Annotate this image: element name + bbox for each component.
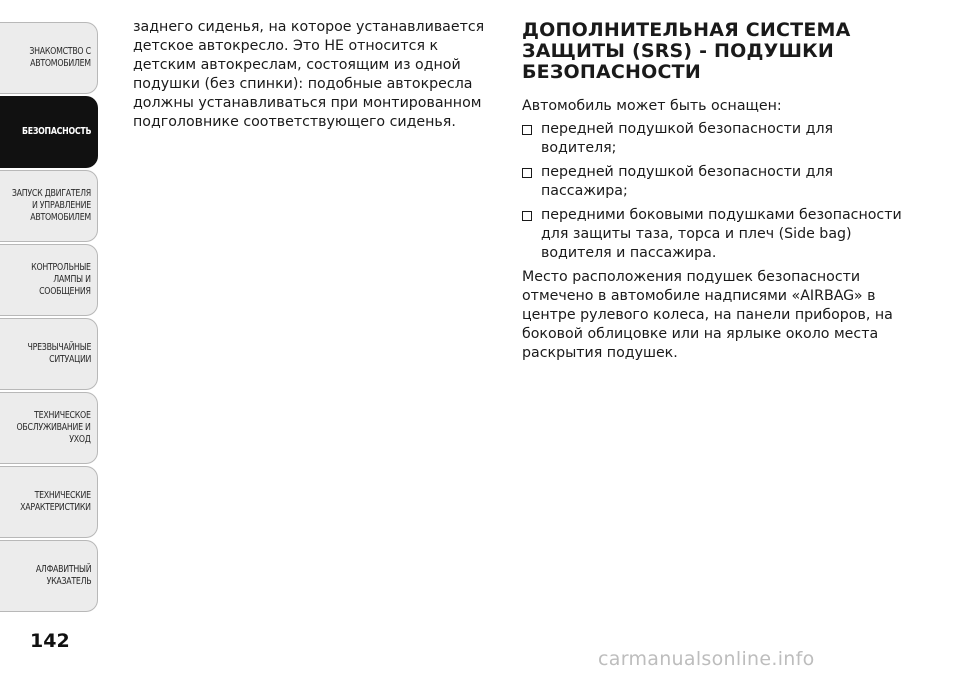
tab-maintenance[interactable] <box>0 392 98 464</box>
chapter-sidebar <box>0 22 102 614</box>
tab-label: БЕЗОПАСНОСТЬ <box>21 126 91 137</box>
section-heading: ДОПОЛНИТЕЛЬНАЯ СИСТЕМА ЗАЩИТЫ (SRS) - ПОДУШКИ БЕЗОПАСНОСТИ <box>522 19 851 83</box>
tab-emergencies[interactable] <box>0 318 98 390</box>
tab-warning-lights[interactable] <box>0 244 98 316</box>
list-item <box>522 163 912 201</box>
page-number: 142 <box>30 630 70 652</box>
list-item <box>522 206 912 263</box>
list-item-text: передней подушкой безопасности для водителя; <box>541 121 834 156</box>
tab-label: АЛФАВИТНЫЙ УКАЗАТЕЛЬ <box>35 564 91 587</box>
tab-label: ТЕХНИЧЕСКОЕ ОБСЛУЖИВАНИЕ И УХОД <box>16 410 91 445</box>
body-paragraph: заднего сиденья, на которое устанавливается детское автокресло. Это НЕ относится к детским автокреслам, состоящим из одной подушки (без спинки): подобные автокресла должны устанавливаться при монтированном подголовнике соответствующего сиденья. <box>133 19 485 130</box>
watermark-text: carmanualsonline.info <box>598 648 815 670</box>
checkbox-bullet-icon <box>522 125 532 135</box>
list-item-text: передней подушкой безопасности для пассажира; <box>541 164 834 199</box>
tab-index[interactable] <box>0 540 98 612</box>
tab-label: ЗАПУСК ДВИГАТЕЛЯ И УПРАВЛЕНИЕ АВТОМОБИЛЕМ <box>11 188 91 223</box>
tab-starting-driving[interactable] <box>0 170 98 242</box>
tab-intro[interactable] <box>0 22 98 94</box>
tab-label: ЗНАКОМСТВО С АВТОМОБИЛЕМ <box>29 46 91 69</box>
list-item <box>522 120 912 158</box>
checkbox-bullet-icon <box>522 168 532 178</box>
tab-specifications[interactable] <box>0 466 98 538</box>
right-column <box>522 20 912 363</box>
closing-paragraph: Место расположения подушек безопасности отмечено в автомобиле надписями «AIRBAG» в центре рулевого колеса, на панели приборов, на боковой облицовке или на ярлыке около места раскрытия подушек. <box>522 269 893 361</box>
airbag-list <box>522 120 912 263</box>
list-item-text: передними боковыми подушками безопасности для защиты таза, торса и плеч (Side bag) водителя и пассажира. <box>541 207 902 261</box>
tab-safety[interactable] <box>0 96 98 168</box>
tab-label: КОНТРОЛЬНЫЕ ЛАМПЫ И СООБЩЕНИЯ <box>31 262 91 297</box>
checkbox-bullet-icon <box>522 211 532 221</box>
tab-label: ТЕХНИЧЕСКИЕ ХАРАКТЕРИСТИКИ <box>20 490 91 513</box>
tab-label: ЧРЕЗВЫЧАЙНЫЕ СИТУАЦИИ <box>27 342 91 365</box>
left-column <box>133 18 488 132</box>
intro-text: Автомобиль может быть оснащен: <box>522 98 782 114</box>
